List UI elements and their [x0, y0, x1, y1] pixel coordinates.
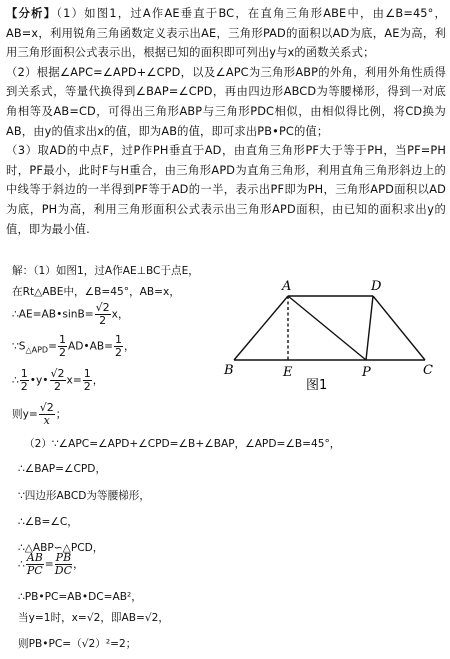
fraction-ab-over-pc	[26, 552, 44, 577]
solution-line-6	[12, 402, 66, 427]
fraction-denominator: x	[43, 414, 50, 427]
solution-line-11: ∴△ABP∽△PCD，	[18, 542, 104, 554]
segment-dc	[373, 296, 425, 360]
fraction-one-half-3	[20, 368, 29, 393]
line-5-text-e: ，	[92, 374, 104, 387]
solution-line-14	[18, 610, 169, 625]
line-14-sqrt-2: √2	[144, 612, 159, 624]
solution-line-5	[12, 368, 103, 393]
analysis-section	[6, 4, 446, 239]
fraction-sqrt2-over-2	[95, 302, 111, 327]
fraction-numerator: √2	[50, 367, 65, 380]
line-3-text-a: ∴AE=AB•sinB=	[12, 308, 94, 321]
fraction-numerator: √2	[39, 401, 54, 414]
line-3-text-b: x，	[111, 308, 129, 321]
solution-line-10: ∴∠B=∠C，	[18, 516, 78, 528]
analysis-paragraph-3: （3）取AD的中点F，过P作PH垂直于AD，由直角三角形PF大于等于PH，当PF=PH时，PF最小，此时F与H重合，由三角形APD为直角三角形，利用直角三角形斜边上的中线等于斜边的一半得到PF等于AD的一半，表示出PF即为PH，三角形APD面积以AD为底，PH为高，利用三角形面积公式表示出三角形APD面积，由已知的面积求出y的值，即为最小值.	[6, 144, 446, 236]
fraction-one-half-4	[83, 368, 92, 393]
line-12-text-c: ，	[73, 558, 84, 571]
label-a: A	[282, 279, 292, 294]
fraction-one-half-1	[58, 334, 67, 359]
solution-line-12	[18, 552, 84, 577]
fraction-one-half-2	[114, 334, 123, 359]
area-subscript: △APD	[25, 345, 49, 355]
line-4-text-c: AD•AB=	[67, 340, 114, 353]
fraction-numerator: 1	[58, 333, 66, 346]
solution-line-15	[18, 636, 136, 651]
geometry-figure	[218, 268, 448, 418]
line-15-text-b: ）²=2；	[95, 638, 137, 650]
solution-line-1: 解：（1）如图1，过A作AE⊥BC于点E，	[12, 265, 199, 277]
analysis-paragraph-2: （2）根据∠APC=∠APD+∠CPD，以及∠APC为三角形ABP的外角，利用外角性质得到关系式，等量代换得到∠BAP=∠CPD，再由四边形ABCD为等腰梯形，得到一对底角相等及AB=CD，可得出三角形ABP与三角形PDC相似，由相似得比例，将CD换为AB，由y的值求出x的值，即为AB的值，即可求出PB•PC的值；	[6, 65, 446, 138]
solution-line-8: ∴∠BAP=∠CPD，	[18, 463, 107, 475]
fraction-numerator: 1	[83, 367, 91, 380]
solution-line-4	[12, 334, 135, 359]
label-p: P	[362, 365, 371, 380]
line-5-text-a: ∴	[12, 374, 19, 387]
solution-line-2: 在Rt△ABE中，∠B=45°，AB=x，	[12, 286, 180, 298]
figure-caption: 图1	[306, 378, 328, 393]
line-15-sqrt: √2	[81, 638, 96, 650]
solution-line-9: ∵四边形ABCD为等腰梯形，	[18, 490, 150, 502]
label-e: E	[283, 365, 293, 380]
fraction-denominator: 2	[54, 380, 62, 393]
solution-line-7: （2）∵∠APC=∠APD+∠CPD=∠B+∠BAP，∠APD=∠B=45°，	[24, 438, 341, 450]
solution-line-13: ∴PB•PC=AB•DC=AB²，	[18, 591, 142, 603]
analysis-paragraph-1	[6, 4, 446, 63]
fraction-numerator: 1	[115, 333, 123, 346]
analysis-tag: 【分析】	[6, 7, 57, 20]
fraction-denominator: 2	[115, 346, 123, 359]
line-4-equals: =	[48, 340, 57, 353]
fraction-numerator: 1	[20, 367, 28, 380]
label-b: B	[224, 363, 234, 378]
fraction-denominator: 2	[58, 346, 66, 359]
fraction-denominator: 2	[99, 314, 107, 327]
fraction-numerator: AB	[26, 551, 43, 564]
segment-ab	[234, 296, 288, 360]
fraction-sqrt2-over-x	[39, 402, 55, 427]
line-12-equals: =	[44, 558, 54, 571]
label-c: C	[423, 363, 433, 378]
analysis-text-1: （1）如图1，过A作AE垂直于BC，在直角三角形ABE中，由∠B=45°，AB=x，利用锐角三角函数定义表示出AE，三角形PAD的面积以AD为底，AE为高，利用三角形面积公式表示出，根据已知的面积即可列出y与x的函数关系式；	[6, 7, 446, 60]
fraction-sqrt2-over-2-b	[50, 368, 66, 393]
segment-dp	[366, 296, 373, 360]
fraction-denominator: 2	[20, 380, 28, 393]
fraction-denominator: PC	[26, 564, 43, 577]
line-4-text-a: ∵S	[12, 340, 26, 353]
solution-line-3	[12, 302, 129, 327]
fraction-denominator: 2	[83, 380, 91, 393]
line-4-text-e: ，	[124, 340, 135, 353]
segment-ap	[288, 296, 366, 360]
fraction-pb-over-dc	[55, 552, 73, 577]
line-5-text-c: x=	[66, 374, 82, 387]
line-14-sqrt-1: √2	[86, 612, 101, 624]
line-14-text-a: 当y=1时，x=	[18, 612, 87, 624]
line-12-text-a: ∴	[18, 558, 25, 571]
line-6-text-a: 则y=	[12, 408, 38, 421]
line-5-text-b: •y•	[29, 374, 49, 387]
fraction-denominator: DC	[54, 564, 73, 577]
label-d: D	[371, 279, 382, 294]
line-14-text-b: ，即AB=	[100, 612, 145, 624]
line-14-text-d: ，	[158, 612, 170, 624]
fraction-numerator: PB	[55, 551, 72, 564]
fraction-numerator: √2	[95, 301, 110, 314]
line-6-text-e: ；	[55, 408, 67, 421]
line-15-text-a: 则PB•PC=（	[18, 638, 82, 650]
